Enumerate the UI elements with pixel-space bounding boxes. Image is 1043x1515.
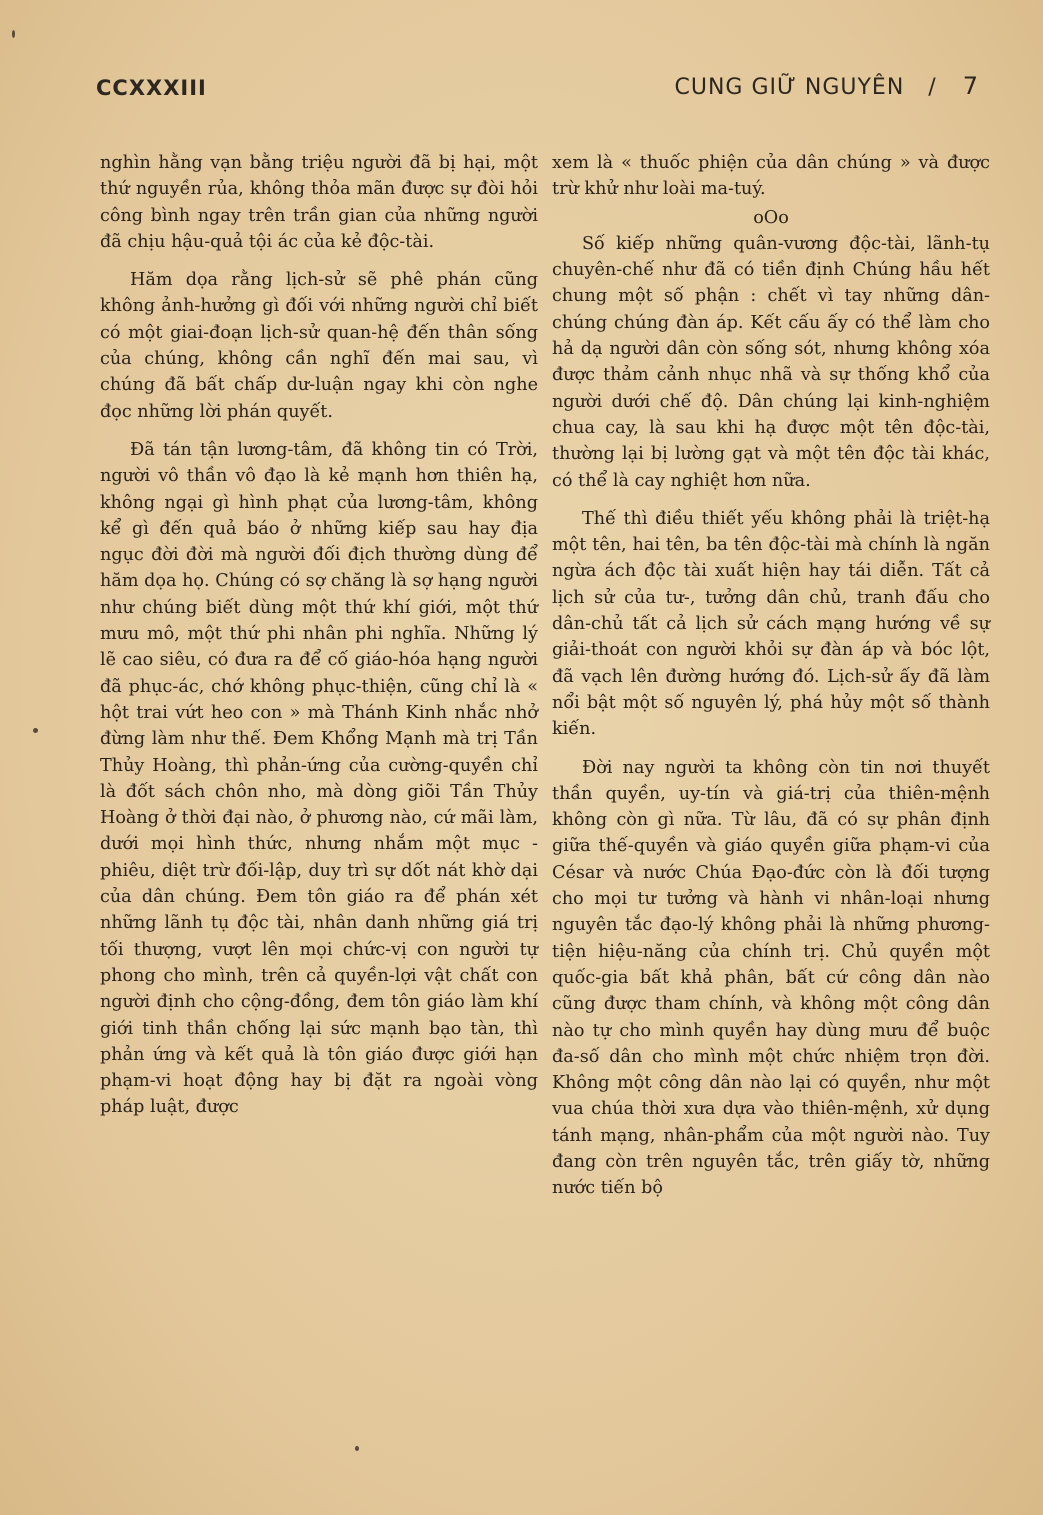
header-separator: / bbox=[928, 75, 937, 100]
chapter-number: CCXXXIII bbox=[96, 76, 207, 100]
ink-spot bbox=[33, 728, 38, 733]
paragraph: Đã tán tận lương-tâm, đã không tin có Trời, người vô thần vô đạo là kẻ mạnh hơn thiên hạ, không ngại gì hình phạt của lương-tâm, không kể gì đến quả báo ở những kiếp sau hay địa ngục đời đời mà người đối địch thường dùng để hăm dọa họ. Chúng có sợ chăng là sợ hạng người như chúng biết dùng một thứ khí giới, một thứ mưu mô, một thứ phi nhân phi nghĩa. Những lý lẽ cao siêu, có đưa ra để cố giáo-hóa hạng người đã phục-ác, chớ không phục-thiện, cũng chỉ là « hột trai vứt heo con » mà Thánh Kinh nhắc nhở đừng làm như thế. Đem Khổng Mạnh mà trị Tần Thủy Hoàng, thì phản-ứng của cường-quyền chỉ là đốt sách chôn nho, mà dòng giõi Tần Thủy Hoàng ở thời đại nào, ở phương nào, cứ mãi làm, dưới mọi hình thức, nhưng nhắm một mục - phiêu, diệt trừ đối-lập, duy trì sự dốt nát khờ dại của dân chúng. Đem tôn giáo ra để phán xét những lãnh tụ độc tài, nhân danh những giá trị tối thượng, vượt lên mọi chức-vị con người tự phong cho mình, trên cả quyền-lợi vật chất con người định cho cộng-đồng, đem tôn giáo làm khí giới tinh thần chống lại sức mạnh bạo tàn, thì phản ứng và kết quả là tôn giáo được giới hạn phạm-vi hoạt động hay bị đặt ra ngoài vòng pháp luật, được bbox=[100, 439, 538, 1118]
page-number: 7 bbox=[962, 72, 979, 100]
paragraph: Số kiếp những quân-vương độc-tài, lãnh-tụ chuyên-chế như đã có tiền định Chúng hầu hết chung một số phận : chết vì tay những dân-chúng chúng đàn áp. Kết cấu ấy có thể làm cho hả dạ người dân còn sống sót, nhưng không xóa được thảm cảnh nhục nhã và sự thống khổ của người dưới chế độ. Dân chúng lại kinh-nghiệm chua cay, là sau khi hạ được một tên độc-tài, thường lại bị lường gạt và một tên độc tài khác, có thể là cay nghiệt hơn nữa. bbox=[552, 233, 990, 491]
paragraph: Đời nay người ta không còn tin nơi thuyết thần quyền, uy-tín và giá-trị của thiên-mệnh không còn gì nữa. Từ lâu, đã có sự phân định giữa thế-quyền và giáo quyền giữa phạm-vi của César và nước Chúa Đạo-đức còn là đối tượng cho mọi tư tưởng và hành vi nhân-loại nhưng nguyên tắc đạo-lý không phải là những phương-tiện hiệu-năng của chính trị. Chủ quyền một quốc-gia bất khả phân, bất cứ công dân nào cũng được tham chính, và không một công dân nào tự cho mình quyền hay dùng mưu để buộc đa-số dân cho mình một chức nhiệm trọn đời. Không một công dân nào lại có quyền, như một vua chúa thời xưa dựa vào thiên-mệnh, xử dụng tánh mạng, nhân-phẩm của một người nào. Tuy đang còn trên nguyên tắc, trên giấy tờ, những nước tiến bộ bbox=[552, 757, 990, 1199]
ink-spot bbox=[355, 1446, 359, 1451]
running-title bbox=[675, 72, 979, 100]
paragraph: nghìn hằng vạn bằng triệu người đã bị hại, một thứ nguyền rủa, không thỏa mãn được sự đòi hỏi công bình ngay trên trần gian của những người đã chịu hậu-quả tội ác của kẻ độc-tài. bbox=[100, 153, 538, 252]
right-column bbox=[552, 150, 990, 1214]
running-header bbox=[96, 68, 979, 108]
ink-spot bbox=[12, 30, 15, 38]
paragraph: Thế thì điều thiết yếu không phải là triệt-hạ một tên, hai tên, ba tên độc-tài mà chính là ngăn ngừa ách độc tài xuất hiện hay tái diễn. Tất cả lịch sử của tư-, tưởng dân chủ, tranh đấu cho dân-chủ tất cả lịch sử cách mạng hướng về sự giải-thoát con người khỏi sự đàn áp và bóc lột, đã vạch lên đường hướng đó. Lịch-sử ấy đã làm nổi bật một số nguyên lý, phá hủy một số thành kiến. bbox=[552, 508, 990, 740]
paragraph: xem là « thuốc phiện của dân chúng » và được trừ khử như loài ma-tuý. bbox=[552, 153, 990, 200]
paragraph: Hăm dọa rằng lịch-sử sẽ phê phán cũng không ảnh-hưởng gì đối với những người chỉ biết có một giai-đoạn lịch-sử quan-hệ đến thân sống của chúng, không cần nghĩ đến mai sau, vì chúng đã bất chấp dư-luận ngay khi còn nghe đọc những lời phán quyết. bbox=[100, 270, 538, 422]
running-title-text: CUNG GIỮ NGUYÊN bbox=[674, 75, 905, 100]
section-separator: oOo bbox=[753, 207, 789, 228]
left-column bbox=[100, 150, 538, 1133]
